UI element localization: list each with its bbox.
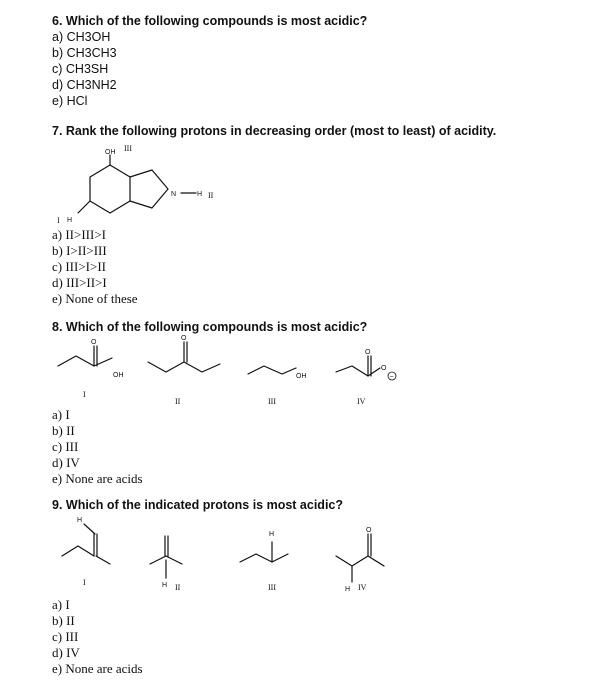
q8-structure-3-oh: OH: [296, 373, 307, 380]
q9-structure-1-chain: [62, 546, 94, 556]
q7-option-d: d) III>II>I: [52, 275, 107, 290]
question-8-title: 8. Which of the following compounds is most acidic?: [52, 320, 368, 334]
question-9-title: 9. Which of the indicated protons is most acidic?: [52, 498, 344, 512]
q6-option-b: b) CH3CH3: [52, 46, 117, 60]
q8-option-a: a) I: [52, 407, 70, 422]
q9-option-c: c) III: [52, 629, 79, 644]
q8-option-d: d) IV: [52, 455, 80, 470]
q8-option-b: b) II: [52, 423, 75, 438]
q7-ch-h-label: H: [67, 217, 73, 224]
q8-structure-1-o: O: [91, 339, 97, 346]
q9-structure-4-h: H: [345, 586, 351, 593]
q9-structure-1-h: H: [77, 517, 83, 524]
q7-h-label: H: [197, 191, 203, 198]
q9-structure-4-chain: [336, 556, 384, 566]
q6-option-d: d) CH3NH2: [52, 78, 117, 92]
q6-option-e: e) HCl: [52, 94, 88, 108]
q9-option-e: e) None are acids: [52, 661, 143, 676]
q9-structure-3-h: H: [269, 531, 275, 538]
q7-label-one: I: [57, 216, 60, 225]
q8-structure-1-oh: OH: [113, 372, 124, 379]
q6-option-c: c) CH3SH: [52, 62, 109, 76]
q7-option-a: a) II>III>I: [52, 227, 106, 242]
q7-n-label: N: [171, 191, 177, 198]
q9-label-4: IV: [358, 583, 367, 592]
q7-label-two: II: [208, 191, 214, 200]
q7-option-e: e) None of these: [52, 291, 138, 306]
question-6-title: 6. Which of the following compounds is most acidic?: [52, 14, 368, 28]
q8-label-2: II: [175, 397, 181, 406]
q9-label-1: I: [83, 578, 86, 587]
q6-option-a: a) CH3OH: [52, 30, 111, 44]
q9-option-d: d) IV: [52, 645, 80, 660]
q9-option-a: a) I: [52, 597, 70, 612]
q7-label-three: III: [124, 144, 132, 153]
q8-option-e: e) None are acids: [52, 471, 143, 486]
q9-option-b: b) II: [52, 613, 75, 628]
q7-option-b: b) I>II>III: [52, 243, 107, 258]
q8-label-1: I: [83, 390, 86, 399]
q8-label-4: IV: [357, 397, 366, 406]
q8-minus-sign: −: [389, 373, 394, 381]
q9-label-2: II: [175, 583, 181, 592]
q7-oh-label: OH: [105, 149, 116, 156]
q7-option-c: c) III>I>II: [52, 259, 106, 274]
q8-label-3: III: [268, 397, 276, 406]
question-7-title: 7. Rank the following protons in decreasing order (most to least) of acidity.: [52, 124, 497, 138]
q8-structure-4-o-minus: O: [381, 365, 387, 372]
q8-structure-4-o: O: [365, 349, 371, 356]
q8-option-c: c) III: [52, 439, 79, 454]
q9-structure-3-chain: [240, 554, 288, 562]
q9-structure-4-o: O: [366, 527, 372, 534]
q9-structure-2-h: H: [162, 582, 168, 589]
q8-structure-2-o: O: [181, 335, 187, 342]
q9-label-3: III: [268, 583, 276, 592]
